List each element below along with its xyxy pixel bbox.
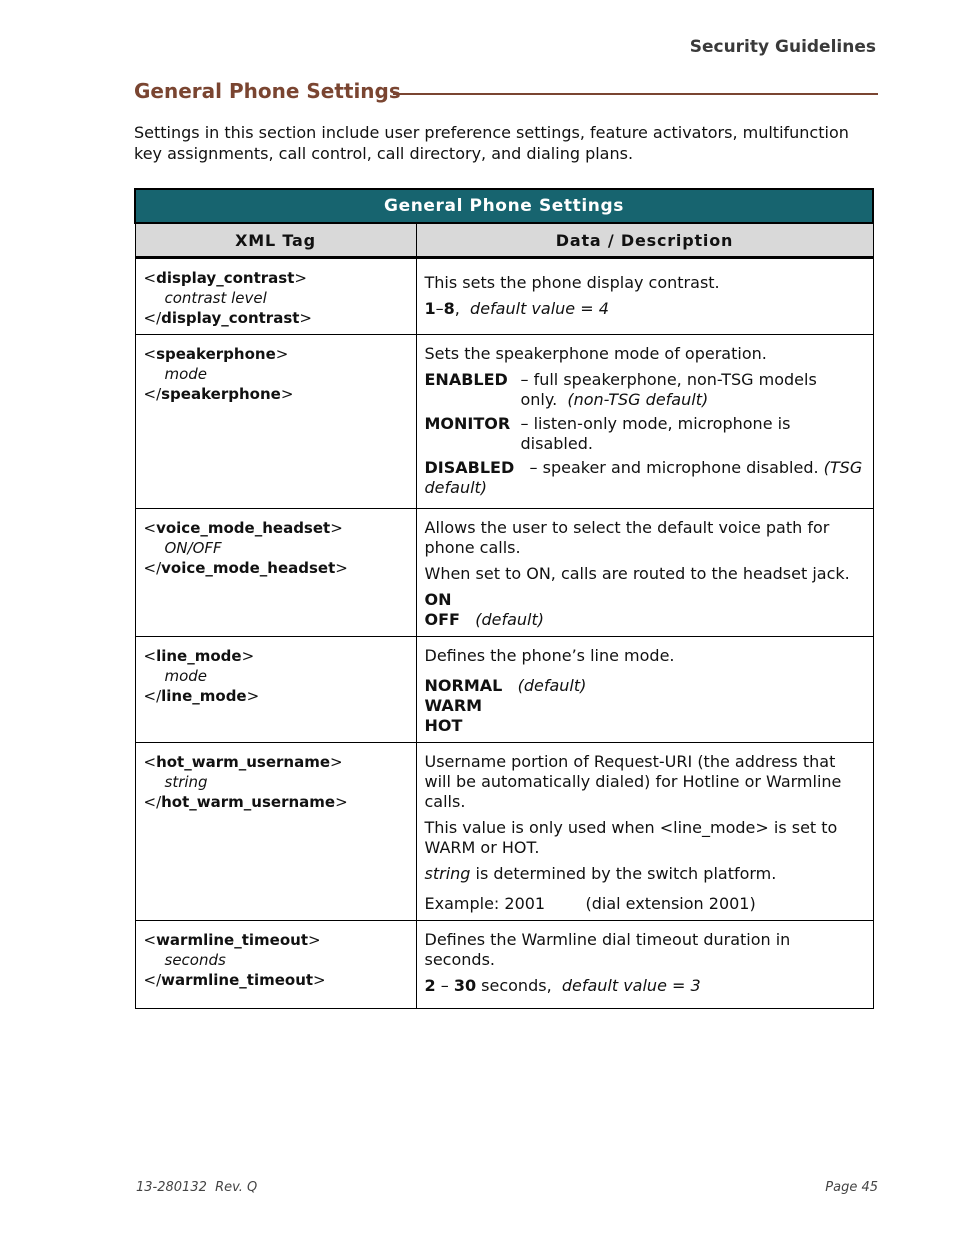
intro-paragraph: Settings in this section include user preference settings, feature activators, multifunction key assignments, call control, call directory, and dialing plans.: [134, 123, 849, 163]
footer-page-number: Page 45: [825, 1180, 878, 1195]
table-row: [135, 921, 873, 1009]
option-key: NORMAL: [424, 676, 503, 695]
range-unit: seconds,: [476, 976, 552, 995]
option-enabled: [425, 370, 863, 410]
settings-table: [134, 188, 874, 1009]
tag-open: display_contrast: [156, 269, 295, 287]
description-cell: [416, 509, 873, 637]
xml-tag-cell: <hot_warm_username> string </hot_warm_username>: [135, 743, 416, 921]
tag-close: speakerphone: [161, 385, 281, 403]
tag-value: mode: [164, 667, 208, 685]
range-high: 8: [443, 299, 455, 318]
description-cell: [416, 335, 873, 509]
tag-value: string: [164, 773, 208, 791]
table-row: [135, 637, 873, 743]
default-value: default value = 3: [561, 976, 701, 995]
title-rule: [393, 93, 878, 95]
table-row: [135, 258, 873, 335]
description-emphasis: string: [424, 864, 471, 883]
range-low: 1: [424, 299, 436, 318]
description-cell: [416, 743, 873, 921]
option-key: HOT: [424, 716, 463, 735]
tag-open: hot_warm_username: [156, 753, 331, 771]
option-key: ON: [424, 590, 452, 609]
table-banner: General Phone Settings: [135, 189, 873, 223]
description-text: This sets the phone display contrast.: [424, 273, 720, 292]
description-text: This value is only used when <line_mode> is set to WARM or HOT.: [424, 818, 838, 857]
section-title: General Phone Settings: [134, 79, 401, 103]
tag-open: voice_mode_headset: [156, 519, 331, 537]
range-high: 30: [453, 976, 477, 995]
range-dash: –: [435, 299, 444, 318]
option-note: (default): [475, 610, 545, 629]
tag-value: seconds: [164, 951, 226, 969]
description-cell: [416, 921, 873, 1009]
default-value: default value = 4: [470, 299, 609, 318]
footer-doc-number: 13-280132 Rev. Q: [136, 1180, 258, 1195]
option-note: (TSG default): [424, 458, 863, 497]
option-disabled: [425, 458, 863, 498]
tag-close: hot_warm_username: [161, 793, 336, 811]
option-key: OFF: [424, 610, 460, 629]
tag-value: contrast level: [164, 289, 267, 307]
running-head: Security Guidelines: [689, 37, 876, 57]
xml-tag-cell: <voice_mode_headset> ON/OFF </voice_mode_headset>: [135, 509, 416, 637]
description-text: When set to ON, calls are routed to the headset jack.: [424, 564, 850, 583]
tag-open: line_mode: [156, 647, 242, 665]
option-note: (non-TSG default): [567, 390, 709, 409]
option-text: – listen-only mode, microphone is disabled.: [520, 414, 791, 453]
description-cell: [416, 637, 873, 743]
tag-close: display_contrast: [161, 309, 300, 327]
range-dash: –: [435, 976, 454, 995]
column-header-xml-tag: XML Tag: [135, 223, 416, 258]
table-row: [135, 509, 873, 637]
tag-close: line_mode: [161, 687, 247, 705]
table-row: [135, 743, 873, 921]
description-text: is determined by the switch platform.: [470, 864, 777, 883]
description-text: Allows the user to select the default voice path for phone calls.: [424, 518, 830, 557]
example-label: Example: 2001: [424, 894, 546, 913]
tag-open: speakerphone: [156, 345, 276, 363]
range-low: 2: [424, 976, 436, 995]
column-header-description: Data / Description: [416, 223, 873, 258]
example-note: (dial extension 2001): [585, 894, 756, 913]
tag-value: ON/OFF: [164, 539, 222, 557]
option-monitor: [425, 414, 863, 454]
tag-value: mode: [164, 365, 208, 383]
option-text: – speaker and microphone disabled.: [529, 458, 819, 477]
tag-close: voice_mode_headset: [161, 559, 336, 577]
range-suffix: ,: [454, 299, 460, 318]
option-note: (default): [517, 676, 587, 695]
table-row: [135, 335, 873, 509]
description-text: Defines the Warmline dial timeout duration in seconds.: [424, 930, 791, 969]
option-key: DISABLED: [424, 458, 515, 477]
description-text: Username portion of Request-URI (the address that will be automatically dialed) for Hotline or Warmline calls.: [424, 752, 842, 811]
xml-tag-cell: <display_contrast> contrast level </display_contrast>: [135, 258, 416, 335]
description-cell: [416, 258, 873, 335]
option-text: – full speakerphone, non-TSG models only.: [520, 370, 817, 409]
tag-close: warmline_timeout: [161, 971, 314, 989]
xml-tag-cell: <warmline_timeout> seconds </warmline_timeout>: [135, 921, 416, 1009]
description-text: Defines the phone’s line mode.: [424, 646, 675, 665]
xml-tag-cell: <speakerphone> mode </speakerphone>: [135, 335, 416, 509]
description-text: Sets the speakerphone mode of operation.: [424, 344, 767, 363]
option-key: WARM: [424, 696, 483, 715]
xml-tag-cell: <line_mode> mode </line_mode>: [135, 637, 416, 743]
option-key: ENABLED: [424, 370, 508, 389]
tag-open: warmline_timeout: [156, 931, 308, 949]
option-key: MONITOR: [424, 414, 511, 433]
